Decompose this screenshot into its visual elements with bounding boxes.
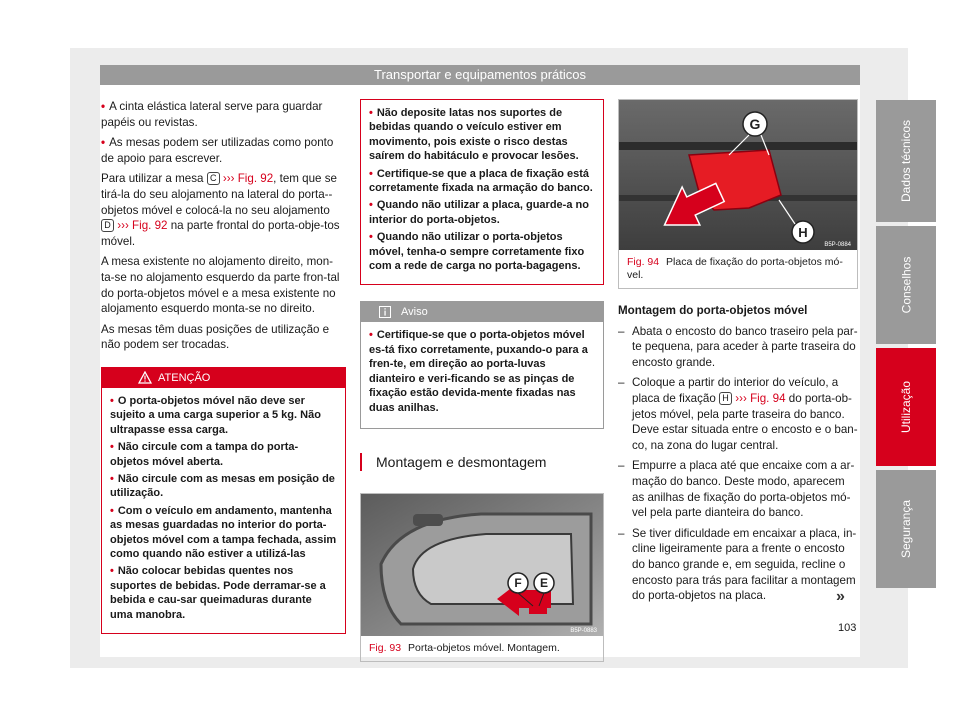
column-3 [618, 99, 858, 609]
warning-item: • Não colocar bebidas quentes nos suportes de bebidas. Pode derramar-se a bebida e cau-sar queimaduras durante uma manobra. [110, 564, 337, 622]
warning-title: ATENÇÃO [158, 371, 211, 384]
column-1 [101, 99, 346, 634]
step-item [618, 375, 858, 453]
paragraph [101, 171, 346, 249]
notice-title-bar [361, 302, 603, 322]
text: Para utilizar a mesa [101, 172, 204, 186]
text: , tem que se tirá-la do seu alojamento na lateral do porta--objetos móvel e colocá-la no seu alojamento [101, 172, 337, 217]
column-2 [360, 99, 604, 662]
warning-item: • Quando não utilizar a placa, guarde-a no interior do porta-objetos. [369, 198, 595, 227]
step-item: – Empurre a placa até que encaixe com a ar-mação do banco. Deste modo, aparecem as anilhas de fixação do porta-objetos mó-vel pela parte dianteira do banco. [618, 458, 858, 520]
section-title: Montagem e desmontagem [360, 453, 604, 471]
figure-94 [618, 99, 858, 289]
notice-item: • Certifique-se que o porta-objetos móvel es-tá fixo corretamente, puxando-o para a fren-te, em direção ao porta-luvas dianteiro e veri-ficando se as pinças de fixação estão devida-mente fixadas nas duas anilhas. [369, 328, 595, 414]
tab-label: Dados técnicos [899, 119, 914, 203]
notice-box [360, 301, 604, 428]
sidebar-tab-utilizacao[interactable] [876, 348, 936, 466]
warning-item: • Quando não utilizar o porta-objetos móvel, tenha-o sempre corretamente fixo com a rede de carga no porta-bagagens. [369, 230, 595, 273]
warning-item: • Não circule com as mesas em posição de utilização. [110, 472, 337, 501]
step-item: – Abata o encosto do banco traseiro pela par-te pequena, para aceder à parte traseira do encosto grande. [618, 324, 858, 371]
label-badge-h: H [719, 392, 732, 405]
figure-link[interactable]: ››› Fig. 92 [222, 172, 274, 186]
paragraph: As mesas têm duas posições de utilização e não podem ser trocadas. [101, 322, 330, 352]
continue-arrow: » [836, 588, 845, 605]
text: na parte frontal do porta-obje-tos móvel. [101, 219, 340, 248]
figure-link[interactable]: ››› Fig. 94 [735, 391, 786, 405]
page-number: 103 [838, 622, 857, 634]
text: Coloque a partir do interior do veículo, a placa de fixação [632, 376, 839, 405]
bullet-item: • A cinta elástica lateral serve para guardar papéis ou revistas. [101, 99, 346, 130]
warning-body [102, 388, 345, 633]
page-header: Transportar e equipamentos práticos [100, 65, 860, 85]
label-badge-d: D [101, 219, 114, 232]
figure-93 [360, 493, 604, 662]
figure-label-e: E [539, 575, 549, 590]
figure-caption [619, 250, 857, 288]
warning-item: • Não deposite latas nos suportes de bebidas quando o veículo estiver em movimento, pois existe o risco destas saírem do habitáculo e provocar lesões. [369, 106, 595, 164]
sidebar-tab-dados-tecnicos[interactable] [876, 100, 936, 222]
warning-title-bar [102, 368, 345, 388]
warning-item: • Certifique-se que a placa de fixação está corretamente fixada na armação do banco. [369, 167, 595, 196]
warning-body [361, 100, 603, 284]
sidebar-tab-conselhos[interactable] [876, 226, 936, 344]
figure-label-g: G [749, 116, 761, 132]
tab-label: Segurança [898, 499, 913, 559]
figure-code: B5P-0883 [570, 627, 597, 634]
step-item: – Se tiver dificuldade em encaixar a placa, in-cline ligeiramente para a frente o encosto do banco grande e, em seguida, recline o encosto para trás para facilitar a montagem do porta-objetos na placa. [618, 526, 858, 604]
paragraph: A mesa existente no alojamento direito, mon-ta-se no alojamento esquerdo da parte fron-tal do porta-objetos móvel e a mesa existente no alojamento esquerdo monta-se no direito. [101, 255, 340, 316]
figure-number: Fig. 93 [369, 641, 402, 654]
subsection-title: Montagem do porta-objetos móvel [618, 304, 808, 317]
warning-item: • O porta-objetos móvel não deve ser sujeito a uma carga superior a 5 kg. Não ultrapasse essa carga. [110, 394, 337, 437]
warning-triangle-icon [138, 371, 152, 384]
info-icon [379, 306, 391, 318]
warning-box-continued [360, 99, 604, 285]
sidebar-tab-seguranca[interactable] [876, 470, 936, 588]
figure-94-illustration [619, 100, 857, 250]
figure-label-f: F [514, 575, 522, 590]
label-badge-c: C [207, 172, 220, 185]
figure-code: B5P-0884 [824, 242, 851, 248]
figure-label-h: H [798, 225, 808, 240]
tab-label: Utilização [899, 380, 913, 434]
figure-link[interactable]: ››› Fig. 92 [117, 219, 168, 233]
figure-caption [361, 636, 603, 661]
bullet-item: • As mesas podem ser utilizadas como ponto de apoio para escrever. [101, 135, 346, 166]
caption-text: Porta-objetos móvel. Montagem. [408, 641, 560, 654]
tab-label: Conselhos [898, 256, 913, 314]
figure-number: Fig. 94 [627, 256, 660, 268]
notice-body [361, 322, 603, 427]
caption-text: Placa de fixação do porta-objetos mó-vel. [627, 256, 843, 281]
warning-item: • Com o veículo em andamento, mantenha as mesas guardadas no interior do porta-objetos móvel com a tampa fechada, assim como quando não estiver a utilizá-las [110, 504, 337, 562]
warning-item: • Não circule com a tampa do porta-objetos móvel aberta. [110, 440, 337, 469]
text: do porta-ob-jetos móvel, pela parte traseira do banco. Deve estar situada entre o encosto e o ban-co, na zona do lugar central. [632, 391, 858, 452]
warning-box [101, 367, 346, 634]
figure-93-illustration [361, 494, 603, 636]
notice-title: Aviso [401, 306, 428, 319]
